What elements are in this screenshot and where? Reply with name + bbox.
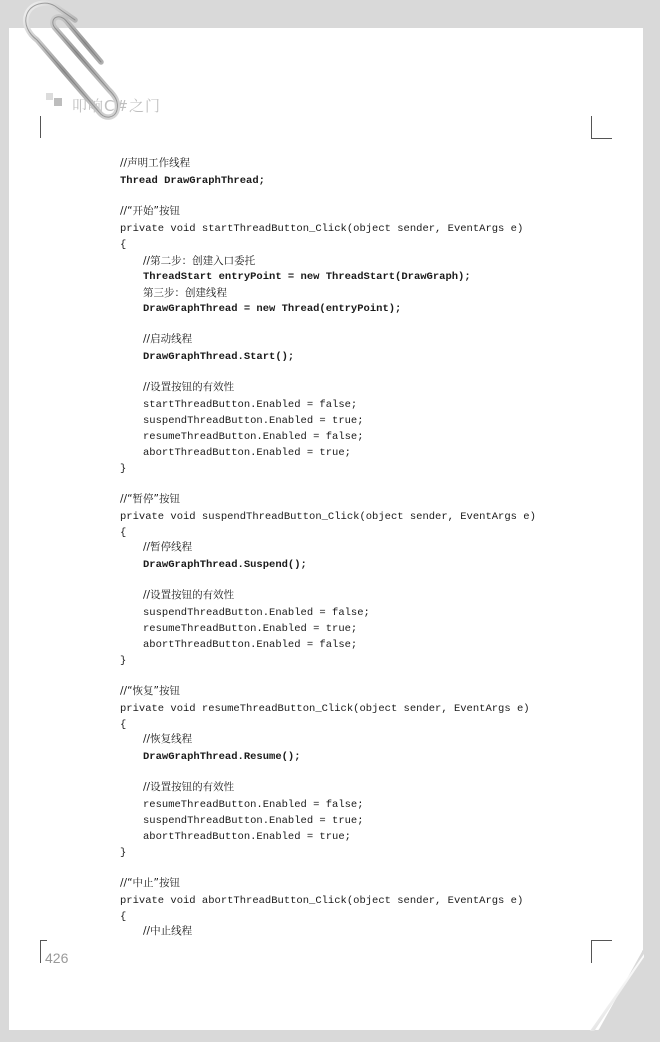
crop-mark-top-right — [591, 116, 612, 139]
code-comment-line: //设置按钮的有效性 — [143, 381, 235, 393]
crop-mark-bottom-right — [591, 940, 612, 963]
book-page — [9, 28, 643, 1030]
code-line: startThreadButton.Enabled = false; — [143, 399, 358, 411]
code-line: { — [120, 527, 127, 539]
paperclip-icon — [15, 0, 125, 130]
code-line: { — [120, 239, 127, 251]
code-comment-line: //“恢复”按钮 — [120, 685, 180, 697]
code-line: } — [120, 847, 127, 859]
code-comment-line: //第二步：创建入口委托 — [143, 255, 256, 267]
code-comment-line: //中止线程 — [143, 925, 193, 937]
page-number: 426 — [45, 950, 69, 966]
code-line: } — [120, 655, 127, 667]
code-comment-line: //启动线程 — [143, 333, 193, 345]
code-line: DrawGraphThread = new Thread(entryPoint); — [143, 303, 402, 315]
code-line: abortThreadButton.Enabled = false; — [143, 639, 358, 651]
code-line: resumeThreadButton.Enabled = false; — [143, 431, 364, 443]
code-line: Thread DrawGraphThread; — [120, 175, 265, 187]
code-line: } — [120, 463, 127, 475]
code-line: ThreadStart entryPoint = new ThreadStart(DrawGraph); — [143, 271, 471, 283]
code-line: resumeThreadButton.Enabled = false; — [143, 799, 364, 811]
code-line: suspendThreadButton.Enabled = true; — [143, 815, 364, 827]
code-comment-line: //设置按钮的有效性 — [143, 589, 235, 601]
code-comment-line: //“开始”按钮 — [120, 205, 180, 217]
code-comment-line: //“中止”按钮 — [120, 877, 180, 889]
code-line: abortThreadButton.Enabled = true; — [143, 831, 351, 843]
running-header-title: 叩响C#之门 — [72, 97, 162, 115]
code-line: DrawGraphThread.Suspend(); — [143, 559, 307, 571]
code-comment-line: //暂停线程 — [143, 541, 193, 553]
code-line: private void resumeThreadButton_Click(object sender, EventArgs e) — [120, 703, 530, 715]
code-line: private void abortThreadButton_Click(object sender, EventArgs e) — [120, 895, 524, 907]
code-line: private void suspendThreadButton_Click(object sender, EventArgs e) — [120, 511, 536, 523]
code-comment-line: //声明工作线程 — [120, 157, 191, 169]
code-comment-line: //设置按钮的有效性 — [143, 781, 235, 793]
code-comment-line: 第三步：创建线程 — [143, 287, 227, 299]
code-comment-line: //恢复线程 — [143, 733, 193, 745]
code-line: suspendThreadButton.Enabled = false; — [143, 607, 370, 619]
code-line: suspendThreadButton.Enabled = true; — [143, 415, 364, 427]
code-line: private void startThreadButton_Click(object sender, EventArgs e) — [120, 223, 524, 235]
code-line: DrawGraphThread.Resume(); — [143, 751, 301, 763]
code-comment-line: //“暂停”按钮 — [120, 493, 180, 505]
code-line: abortThreadButton.Enabled = true; — [143, 447, 351, 459]
code-line: { — [120, 911, 127, 923]
code-line: { — [120, 719, 127, 731]
code-line: DrawGraphThread.Start(); — [143, 351, 295, 363]
code-line: resumeThreadButton.Enabled = true; — [143, 623, 358, 635]
